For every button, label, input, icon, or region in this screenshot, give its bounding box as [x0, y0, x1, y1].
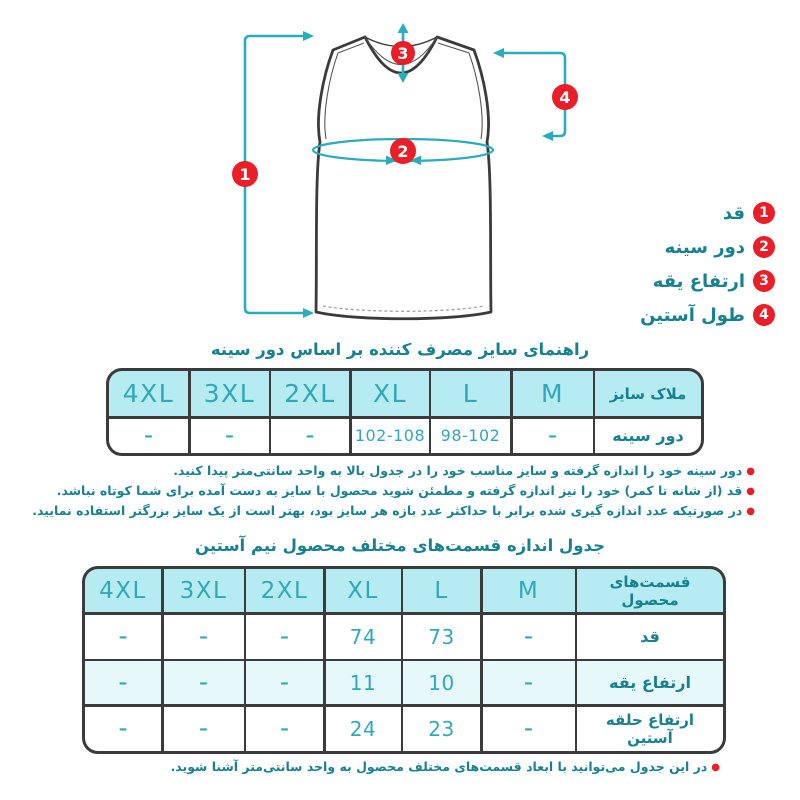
parts-header-3xl: 3XL	[164, 569, 244, 612]
size-header-l: L	[431, 371, 510, 416]
armhole-2xl: –	[246, 707, 323, 752]
bullet-dot: ●	[746, 466, 755, 477]
parts-header-xl: XL	[326, 569, 401, 612]
collar-l: 10	[403, 661, 480, 704]
parts-header-4xl: 4XL	[85, 569, 161, 612]
svg-text:3: 3	[397, 44, 409, 63]
length-xl: 74	[326, 615, 401, 659]
legend-label-3: ارتفاع یقه	[652, 270, 745, 292]
bullet-dot: ●	[711, 762, 720, 773]
note-line-3: ●در صورتیکه عدد اندازه گیری شده برابر با حداکثر عدد بازه هر سایز بود، بهتر است از یک سایز بزرگتر استفاده نمایید.	[32, 503, 755, 518]
size-header-m: M	[513, 371, 593, 416]
collar-2xl: –	[246, 661, 323, 704]
size-guide-notes	[32, 461, 755, 521]
svg-text:1: 1	[239, 165, 251, 184]
marker-3-badge	[391, 41, 415, 65]
chest-value-l: 98-102	[431, 419, 510, 454]
legend-badge-1: 1	[753, 202, 775, 224]
marker-2-badge	[390, 138, 416, 164]
size-guide-table	[106, 368, 704, 456]
size-header-3xl: 3XL	[191, 371, 269, 416]
marker-1-badge	[232, 161, 258, 187]
collar-4xl: –	[85, 661, 161, 704]
armhole-l: 23	[403, 707, 480, 752]
armhole-row-label: ارتفاع حلقه آستین	[577, 707, 723, 752]
parts-header-label: قسمت‌های محصول	[577, 569, 723, 612]
length-3xl: –	[164, 615, 244, 659]
legend-item-chest	[665, 236, 775, 258]
legend-label-4: طول آستین	[640, 304, 745, 326]
armhole-xl: 24	[326, 707, 401, 752]
parts-table-title: جدول اندازه قسمت‌های مختلف محصول نیم آستین	[195, 536, 605, 555]
parts-table-note: ●در این جدول می‌توانید با ابعاد قسمت‌های مختلف محصول به واحد سانتی‌متر آشنا شوید.	[170, 759, 720, 774]
length-l: 73	[403, 615, 480, 659]
chest-value-2xl: –	[271, 419, 349, 454]
legend-badge-4: 4	[753, 304, 775, 326]
note-line-2: ●قد (از شانه تا کمر) خود را نیز اندازه گرفته و مطمئن شوید محصول با سایز به دست آمده برای شما کوتاه نباشد.	[56, 483, 755, 498]
collar-3xl: –	[164, 661, 244, 704]
size-header-xl: XL	[352, 371, 429, 416]
measurement-legend	[640, 202, 775, 326]
note-line-1: ●دور سینه خود را اندازه گرفته و سایز مناسب خود را در جدول بالا به واحد سانتی‌متر پیدا کنید.	[173, 463, 755, 478]
legend-badge-3: 3	[753, 270, 775, 292]
length-m: –	[483, 615, 575, 659]
length-4xl: –	[85, 615, 161, 659]
marker-4-badge	[552, 84, 578, 110]
svg-text:2: 2	[397, 142, 409, 161]
collar-xl: 11	[326, 661, 401, 704]
chest-value-4xl: –	[109, 419, 188, 454]
legend-item-sleeve	[640, 304, 775, 326]
size-guide-title: راهنمای سایز مصرف کننده بر اساس دور سینه	[210, 340, 590, 359]
size-header-2xl: 2XL	[271, 371, 349, 416]
length-2xl: –	[246, 615, 323, 659]
svg-text:4: 4	[559, 88, 571, 107]
collar-m: –	[483, 661, 575, 704]
length-row-label: قد	[577, 615, 723, 659]
parts-table	[82, 566, 726, 754]
chest-row-label: دور سینه	[595, 419, 701, 454]
criteria-header-cell: ملاک سایز	[595, 371, 701, 416]
legend-item-length	[723, 202, 775, 224]
collar-row-label: ارتفاع یقه	[577, 661, 723, 704]
bullet-dot: ●	[746, 486, 755, 497]
parts-header-l: L	[403, 569, 480, 612]
parts-header-2xl: 2XL	[246, 569, 323, 612]
armhole-3xl: –	[164, 707, 244, 752]
parts-header-m: M	[483, 569, 575, 612]
armhole-m: –	[483, 707, 575, 752]
bullet-dot: ●	[746, 506, 755, 517]
legend-label-2: دور سینه	[664, 236, 745, 258]
chest-value-m: –	[513, 419, 593, 454]
legend-label-1: قد	[722, 202, 745, 224]
legend-item-collar	[653, 270, 775, 292]
armhole-4xl: –	[85, 707, 161, 752]
chest-value-xl: 102-108	[352, 419, 429, 454]
size-header-4xl: 4XL	[109, 371, 188, 416]
chest-value-3xl: –	[191, 419, 269, 454]
legend-badge-2: 2	[753, 236, 775, 258]
